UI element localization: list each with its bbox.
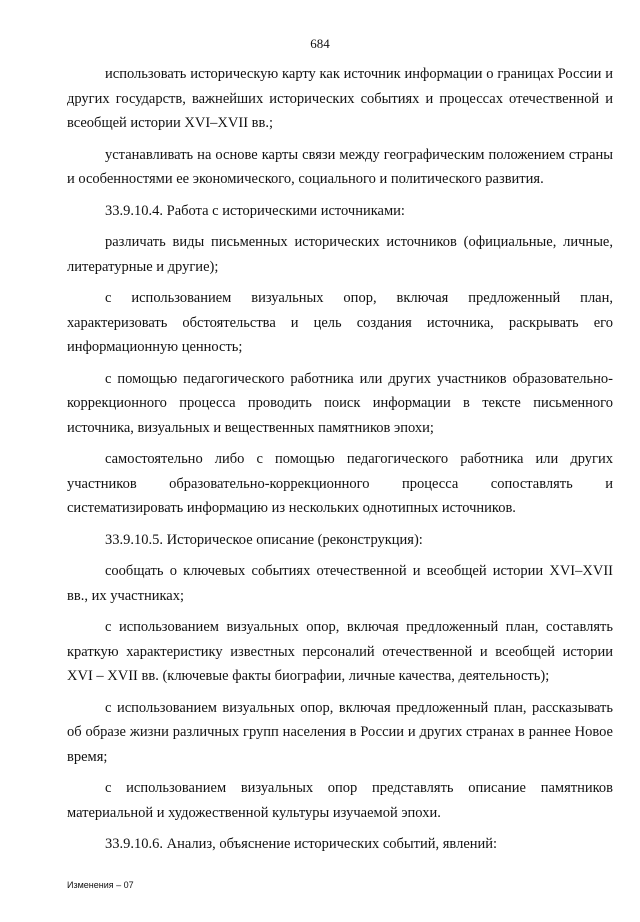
paragraph: с использованием визуальных опор, включая предложенный план, составлять краткую характеристику известных персоналий отечественной и всеобщей истории XVI – XVII вв. (ключевые факты биографии, личные качества, деятельность); <box>67 619 613 684</box>
page-number: 684 <box>310 36 330 51</box>
footer-note: Изменения – 07 <box>67 880 134 890</box>
document-body <box>67 62 613 864</box>
paragraph: сообщать о ключевых событиях отечественной и всеобщей истории XVI–XVII вв., их участниках; <box>67 563 613 604</box>
paragraph: использовать историческую карту как источник информации о границах России и других государств, важнейших исторических событиях и процессах отечественной и всеобщей истории XVI–XVII вв.; <box>67 66 613 131</box>
paragraph: самостоятельно либо с помощью педагогического работника или других участников образовательно-коррекционного процесса сопоставлять и систематизировать информацию из нескольких однотипных источников. <box>67 451 613 516</box>
paragraph: устанавливать на основе карты связи между географическим положением страны и особенностями ее экономического, социального и политического развития. <box>67 146 613 187</box>
paragraph: с использованием визуальных опор, включая предложенный план, характеризовать обстоятельства и цель создания источника, раскрывать его информационную ценность; <box>67 290 613 355</box>
paragraph: с использованием визуальных опор представлять описание памятников материальной и художественной культуры изучаемой эпохи. <box>67 780 613 821</box>
section-heading: 33.9.10.6. Анализ, объяснение исторических событий, явлений: <box>105 836 498 852</box>
section-heading: 33.9.10.4. Работа с историческими источниками: <box>105 202 405 219</box>
section-heading: 33.9.10.5. Историческое описание (реконструкция): <box>105 531 423 548</box>
paragraph: различать виды письменных исторических источников (официальные, личные, литературные и другие); <box>67 234 613 275</box>
paragraph: с использованием визуальных опор, включая предложенный план, рассказывать об образе жизни различных групп населения в России и других странах в раннее Новое время; <box>67 699 613 765</box>
paragraph: с помощью педагогического работника или других участников образовательно-коррекционного процесса проводить поиск информации в тексте письменного источника, визуальных и вещественных памятников эпохи; <box>67 370 613 436</box>
